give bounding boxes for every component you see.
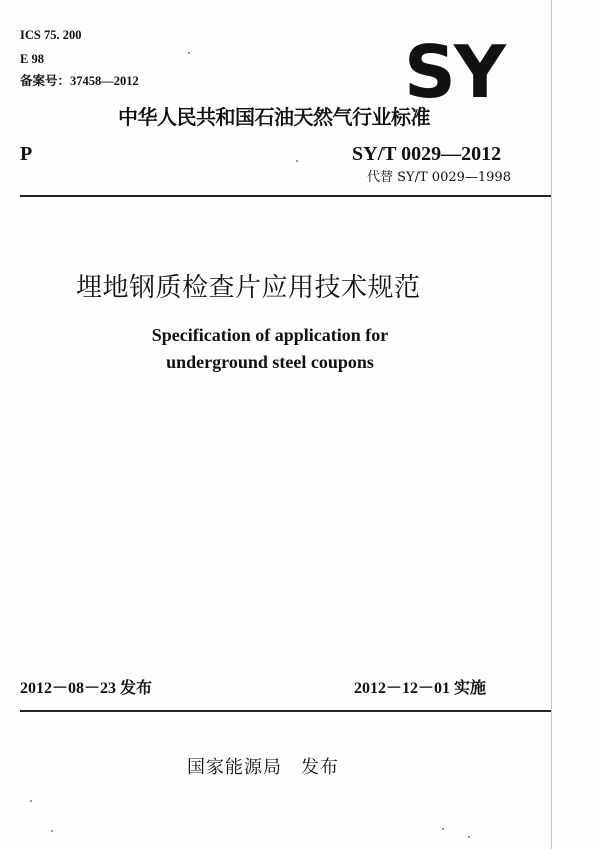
issue-date: 2012－08－23 发布 <box>20 680 153 697</box>
scan-speck <box>51 830 53 832</box>
header-divider <box>20 195 551 197</box>
scan-speck <box>442 828 444 830</box>
scan-speck <box>30 800 32 802</box>
standard-body-title: 中华人民共和国石油天然气行业标准 <box>118 105 430 129</box>
clc-code: E 98 <box>20 52 44 66</box>
document-title-english <box>0 322 540 376</box>
page-edge <box>551 0 552 849</box>
replaces-standard: 代替 SY/T 0029—1998 <box>367 170 511 185</box>
filing-number: 备案号：37458—2012 <box>20 74 139 88</box>
sy-logo: SY <box>404 30 504 114</box>
publisher: 国家能源局 发布 <box>187 757 339 778</box>
english-title-line-2: underground steel coupons <box>166 352 374 372</box>
scan-speck <box>188 52 190 54</box>
footer-divider <box>20 710 551 712</box>
implementation-date: 2012－12－01 实施 <box>354 680 487 697</box>
document-title-chinese: 埋地钢质检查片应用技术规范 <box>76 273 421 303</box>
category-letter: P <box>20 143 33 165</box>
standard-number: SY/T 0029—2012 <box>352 143 502 165</box>
scan-speck <box>296 160 298 162</box>
english-title-line-1: Specification of application for <box>151 325 389 345</box>
ics-code: ICS 75. 200 <box>20 28 82 42</box>
scan-speck <box>468 836 470 838</box>
